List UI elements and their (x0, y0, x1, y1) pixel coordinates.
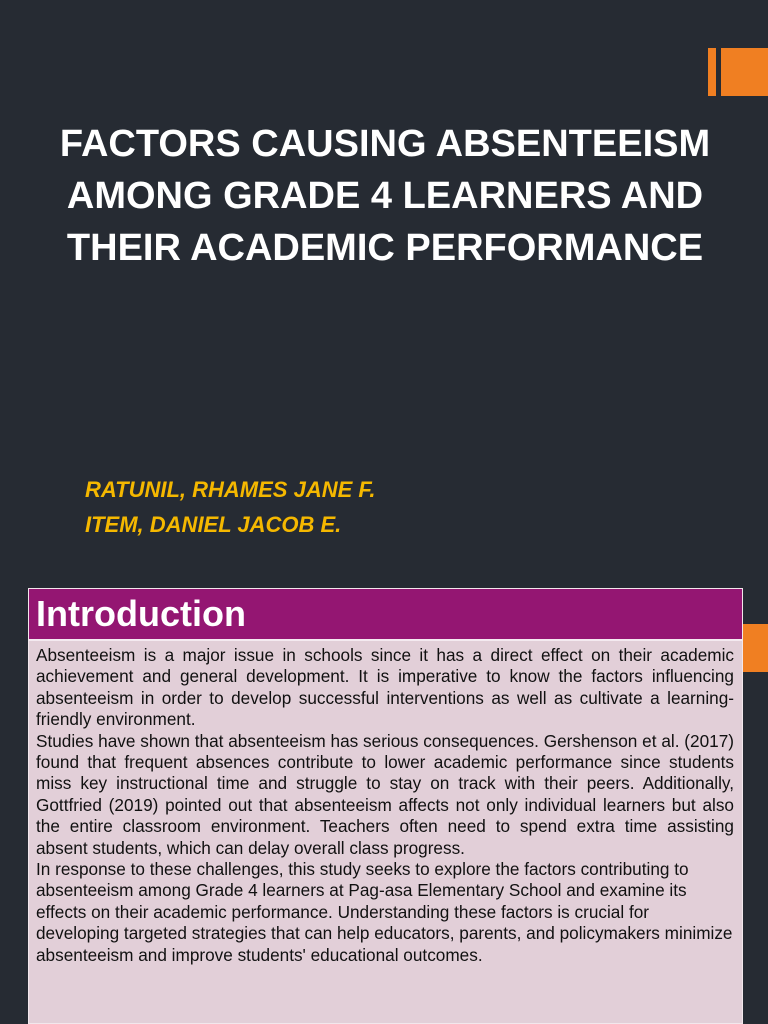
author-list (85, 472, 376, 542)
author-name: RATUNIL, RHAMES JANE F. (85, 477, 376, 502)
introduction-paragraph: Studies have shown that absenteeism has serious consequences. Gershenson et al. (2017) found that frequent absences contribute to lower academic performance since students miss key instructional time and struggle to stay on track with their peers. Additionally, Gottfried (2019) pointed out that absenteeism affects not only individual learners but also the entire classroom environment. Teachers often need to spend extra time assisting absent students, which can delay overall class progress. (36, 730, 734, 858)
accent-bar-thin (708, 48, 716, 96)
slide-title: FACTORS CAUSING ABSENTEEISM AMONG GRADE 4 LEARNERS AND THEIR ACADEMIC PERFORMANCE (59, 123, 711, 269)
introduction-box (28, 588, 743, 1024)
accent-bar-thick (721, 48, 768, 96)
introduction-paragraph: In response to these challenges, this study seeks to explore the factors contributing to absenteeism among Grade 4 learners at Pag-asa Elementary School and examine its effects on their academic performance. Understanding these factors is crucial for developing targeted strategies that can help educators, parents, and policymakers minimize absenteeism and improve students' educational outcomes. (36, 859, 733, 965)
introduction-body (29, 641, 742, 966)
introduction-heading: Introduction (29, 589, 742, 641)
accent-bar-right (743, 624, 768, 672)
author-name: ITEM, DANIEL JACOB E. (85, 512, 342, 537)
introduction-paragraph: Absenteeism is a major issue in schools since it has a direct effect on their academic achievement and general development. It is imperative to know the factors influencing absenteeism in order to develop successful interventions as well as cultivate a learning-friendly environment. (36, 645, 734, 730)
